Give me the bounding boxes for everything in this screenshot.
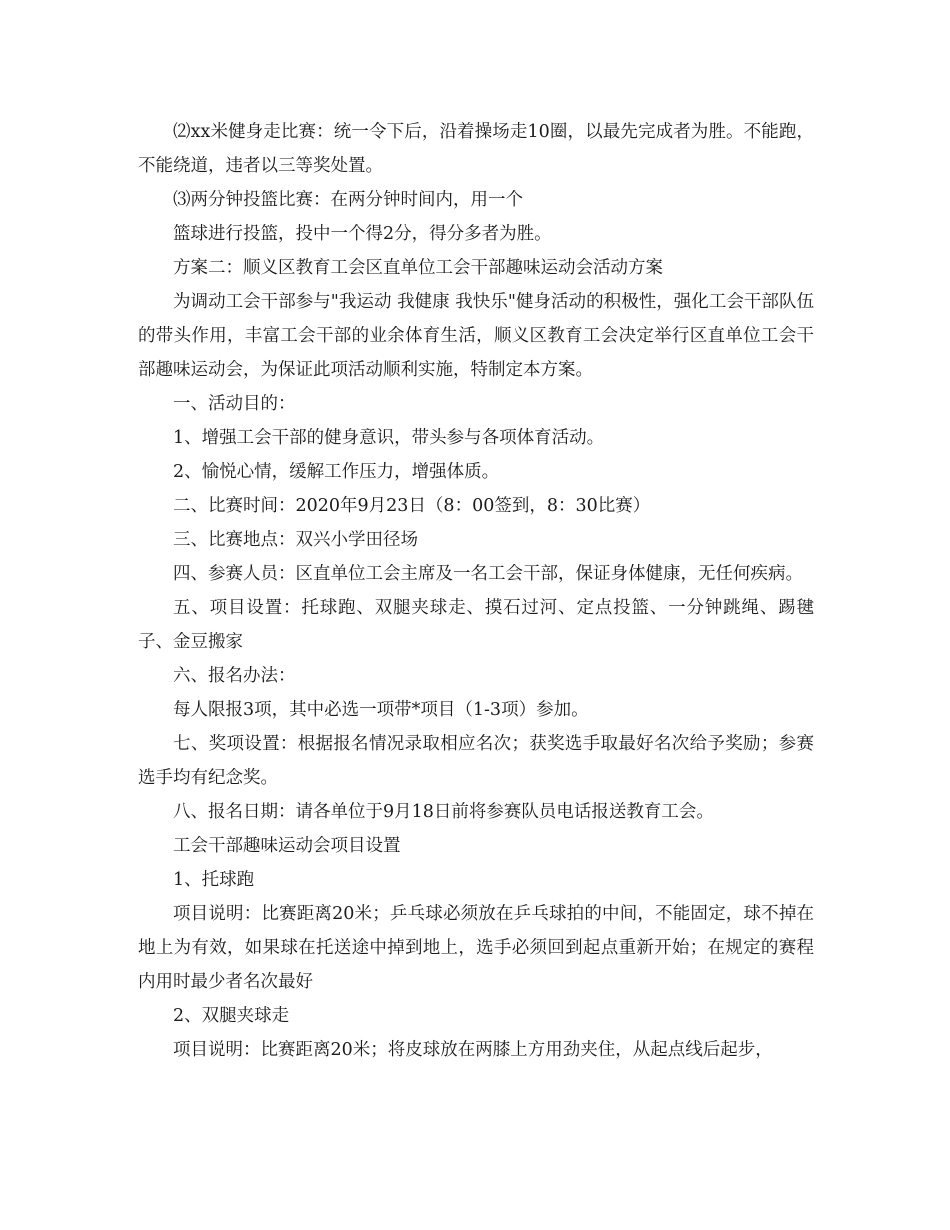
section-participants: 四、参赛人员：区直单位工会主席及一名工会干部，保证身体健康，无任何疾病。 (173, 564, 803, 584)
event-1-description: 项目说明：比赛距离20米；乒乓球必须放在乒乓球拍的中间，不能固定，球不掉在地上为有效，如果球在托送途中掉到地上，选手必须回到起点重新开始；在规定的赛程内用时最少者名次最好 (138, 904, 814, 992)
paragraph-walking-race: ⑵xx米健身走比赛：统一令下后，沿着操场走10圈，以最先完成者为胜。不能跑，不能绕道，违者以三等奖处置。 (138, 122, 814, 176)
event-2-description: 项目说明：比赛距离20米；将皮球放在两膝上方用劲夹住，从起点线后起步， (173, 1040, 773, 1060)
section-registration-heading: 六、报名办法： (173, 666, 296, 686)
paragraph-plan-intro: 为调动工会干部参与"我运动 我健康 我快乐"健身活动的积极性，强化工会干部队伍的带头作用，丰富工会干部的业余体育生活，顺义区教育工会决定举行区直单位工会干部趣味运动会，为保证此项活动顺利实施，特制定本方案。 (138, 292, 814, 380)
plan-two-title: 方案二：顺义区教育工会区直单位工会干部趣味运动会活动方案 (173, 258, 663, 278)
section-time: 二、比赛时间：2020年9月23日（8：00签到，8：30比赛） (173, 496, 651, 516)
events-setup-heading: 工会干部趣味运动会项目设置 (173, 836, 401, 856)
section-awards: 七、奖项设置：根据报名情况录取相应名次；获奖选手取最好名次给予奖励；参赛选手均有纪念奖。 (138, 734, 814, 788)
event-2-title: 2、双腿夹球走 (173, 1006, 290, 1026)
paragraph-basketball-shooting: ⑶两分钟投篮比赛：在两分钟时间内，用一个 (173, 190, 523, 210)
registration-rule: 每人限报3项，其中必选一项带*项目（1-3项）参加。 (173, 700, 589, 720)
document-body (138, 115, 814, 1067)
paragraph-basketball-scoring: 篮球进行投篮，投中一个得2分，得分多者为胜。 (173, 224, 552, 244)
purpose-item-2: 2、愉悦心情，缓解工作压力，增强体质。 (173, 462, 500, 482)
section-registration-date: 八、报名日期：请各单位于9月18日前将参赛队员电话报送教育工会。 (173, 802, 714, 822)
section-location: 三、比赛地点：双兴小学田径场 (173, 530, 418, 550)
section-events: 五、项目设置：托球跑、双腿夹球走、摸石过河、定点投篮、一分钟跳绳、踢毽子、金豆搬家 (138, 598, 814, 652)
purpose-item-1: 1、增强工会干部的健身意识，带头参与各项体育活动。 (173, 428, 605, 448)
section-purpose-heading: 一、活动目的： (173, 394, 296, 414)
event-1-title: 1、托球跑 (173, 870, 255, 890)
